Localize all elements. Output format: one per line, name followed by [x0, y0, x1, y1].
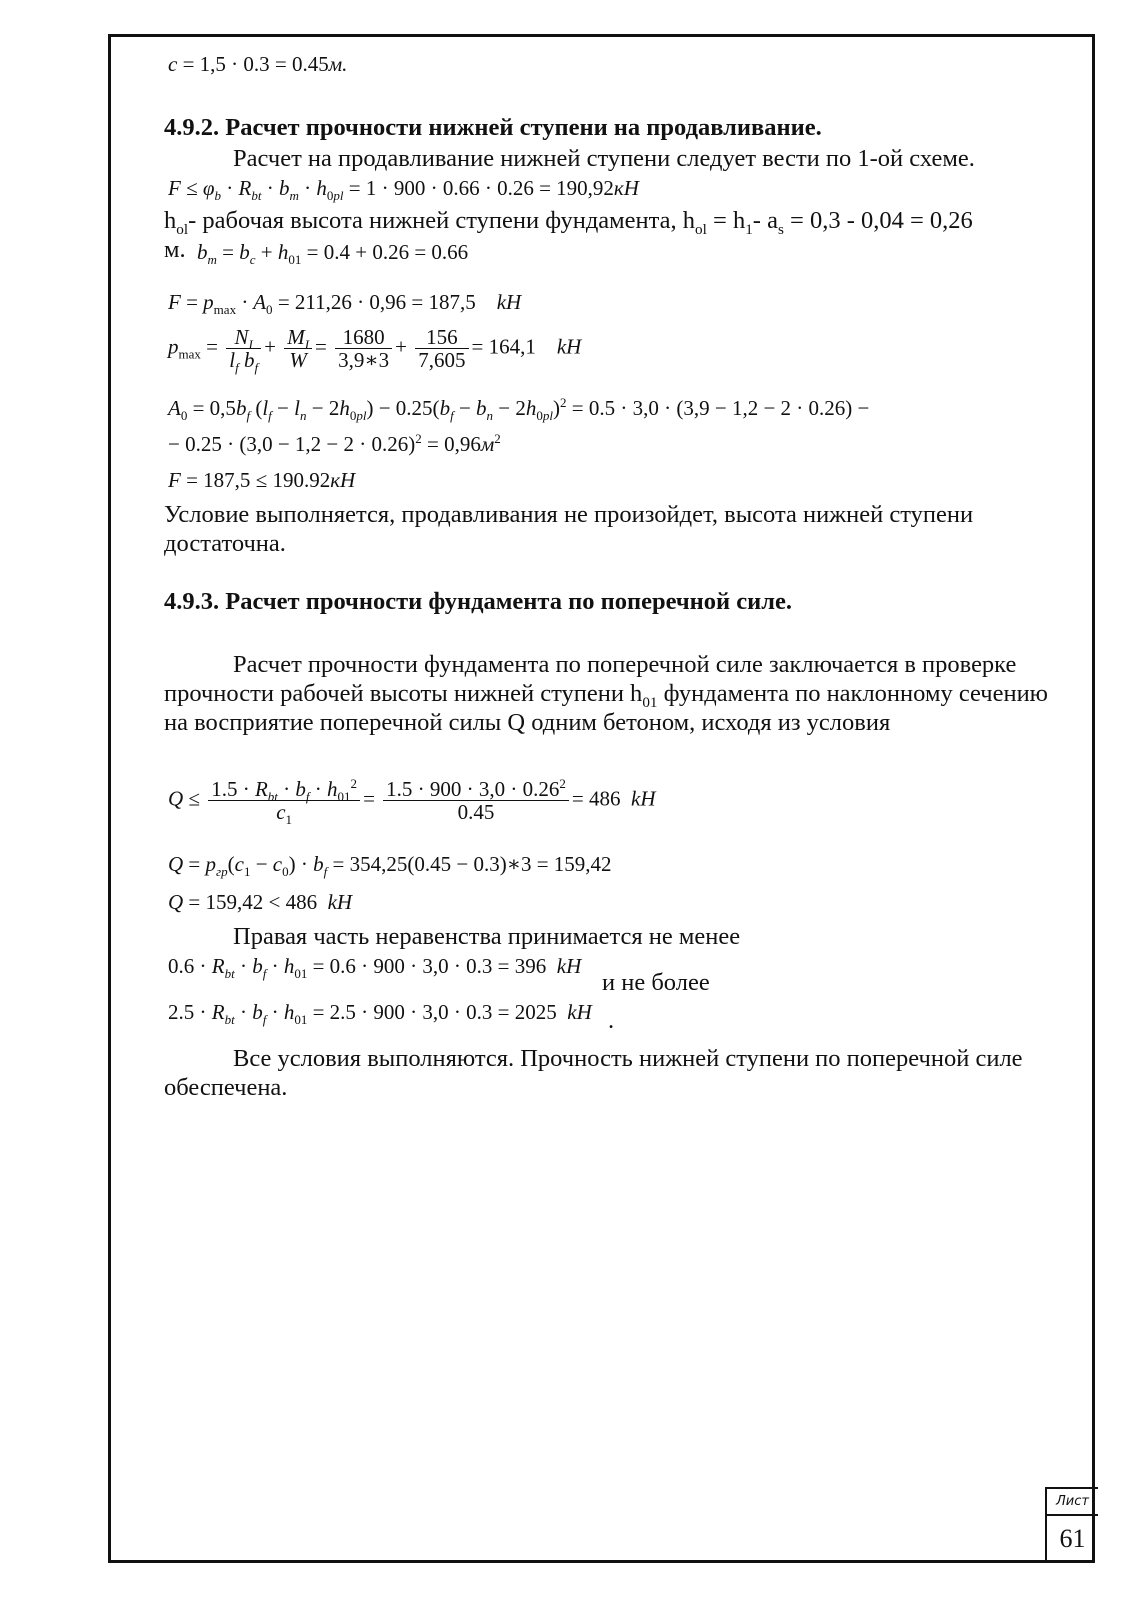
formula-bm: $b_m = b_c + h_{01} = 0.4 + 0.26 = 0.66$: [197, 240, 469, 268]
formula-q-value: $Q = p_{гр}(c_1 - c_0) \cdot b_f = 354,25(0.45$ − 0.3)∗3 = 159,42: [168, 852, 612, 880]
section-4-9-2-intro: Расчет на продавливание нижней ступени следует вести по 1-ой схеме.: [233, 145, 975, 172]
right-side-text: Правая часть неравенства принимается не менее: [233, 923, 741, 950]
formula-f-check: $F \le \varphi_b \cdot R_{bt} \cdot b_m \cdot h_{0pl} = 1 \cdot 900 \cdot 0.66 \cdot 0.26 = 190,92кН$: [168, 176, 639, 204]
formula-a0-line2: − $0.25 \cdot (3,0 - 1,2 - 2 \cdot 0.26)^2 = 0,96м^2$: [168, 431, 501, 456]
formula-f-compare: F = 187,5 ≤ 190.92кН: [168, 468, 356, 492]
final-conclusion: Все условия выполняются. Прочность нижней ступени по поперечной силе обеспечена.: [164, 1045, 1023, 1101]
hol-definition: $h_{ol}-$ рабочая высота нижней ступени фундамента, $h_{ol} = h_1-$ $a_s = 0,3 - 0,04 = 0,26$ м.: [164, 207, 973, 263]
section-heading-4-9-2: 4.9.2. Расчет прочности нижней ступени на продавливание.: [164, 114, 822, 141]
formula-max-value: $2.5 \cdot R_{bt} \cdot b_f \cdot h_{01} = 2.5 \cdot 900 \cdot 3,0 \cdot 0.3 = 2025$ kH: [168, 1000, 592, 1028]
formula-min-value: $0.6 \cdot R_{bt} \cdot b_f \cdot h_{01} = 0.6 \cdot 900 \cdot 3,0 \cdot 0.3 = 396$ kH: [168, 954, 582, 982]
section-4-9-2-conclusion: Условие выполняется, продавливания не произойдет, высота нижней ступени достаточна.: [164, 501, 974, 557]
formula-pmax: $p_{max}$ = $\frac{N_I}{l_f b_f}$ + $\frac{M_I}{W}$ = $\frac{1680}{3,9∗3}$ + $\frac{156}{7,605}$ = 164,1 kH: [168, 325, 582, 376]
formula-q-compare: Q = 159,42 < 486 kH: [168, 890, 353, 914]
formula-a0-line1: $A_0 = 0,5b_f$ $(l_f - l_n - 2h_{0pl}) - 0.25(b_f - b_n - 2h_{0pl})^2 = 0.5 \cdot 3,0 \cdot (3,9 - 1,2 - 2 \cdot 0.26)$ −: [168, 395, 870, 424]
formula-f-value: $F = p_{max} \cdot A_0 = 211,26 \cdot 0,96 = 187,5$ kH: [168, 290, 522, 318]
formula-c: c = 1,5 · 0.3 = 0.45м.: [168, 52, 348, 76]
sheet-stamp: [1045, 1487, 1098, 1563]
sheet-label: Лист: [1047, 1489, 1098, 1516]
section-4-9-3-paragraph: Расчет прочности фундамента по поперечной силе заключается в проверке прочности рабочей высоты нижней ступени $h_{01}$ фундамента по наклонному сечению на восприятие поперечной силы Q одним бетоном, исходя из условия: [164, 651, 1048, 736]
period-mark: .: [608, 1007, 615, 1034]
formula-q-limit: Q ≤ $\frac{1.5 \cdot R_{bt} \cdot b_f \cdot h_{01}^2}{c_1}$ = $\frac{1.5 \cdot 900 \cdot 3,0 \cdot 0.26^2}{0.45}$ = 486 kH: [168, 776, 656, 828]
section-heading-4-9-3: 4.9.3. Расчет прочности фундамента по поперечной силе.: [164, 588, 793, 615]
and-not-more-text: и не более: [602, 969, 710, 996]
page-number: 61: [1059, 1524, 1086, 1553]
